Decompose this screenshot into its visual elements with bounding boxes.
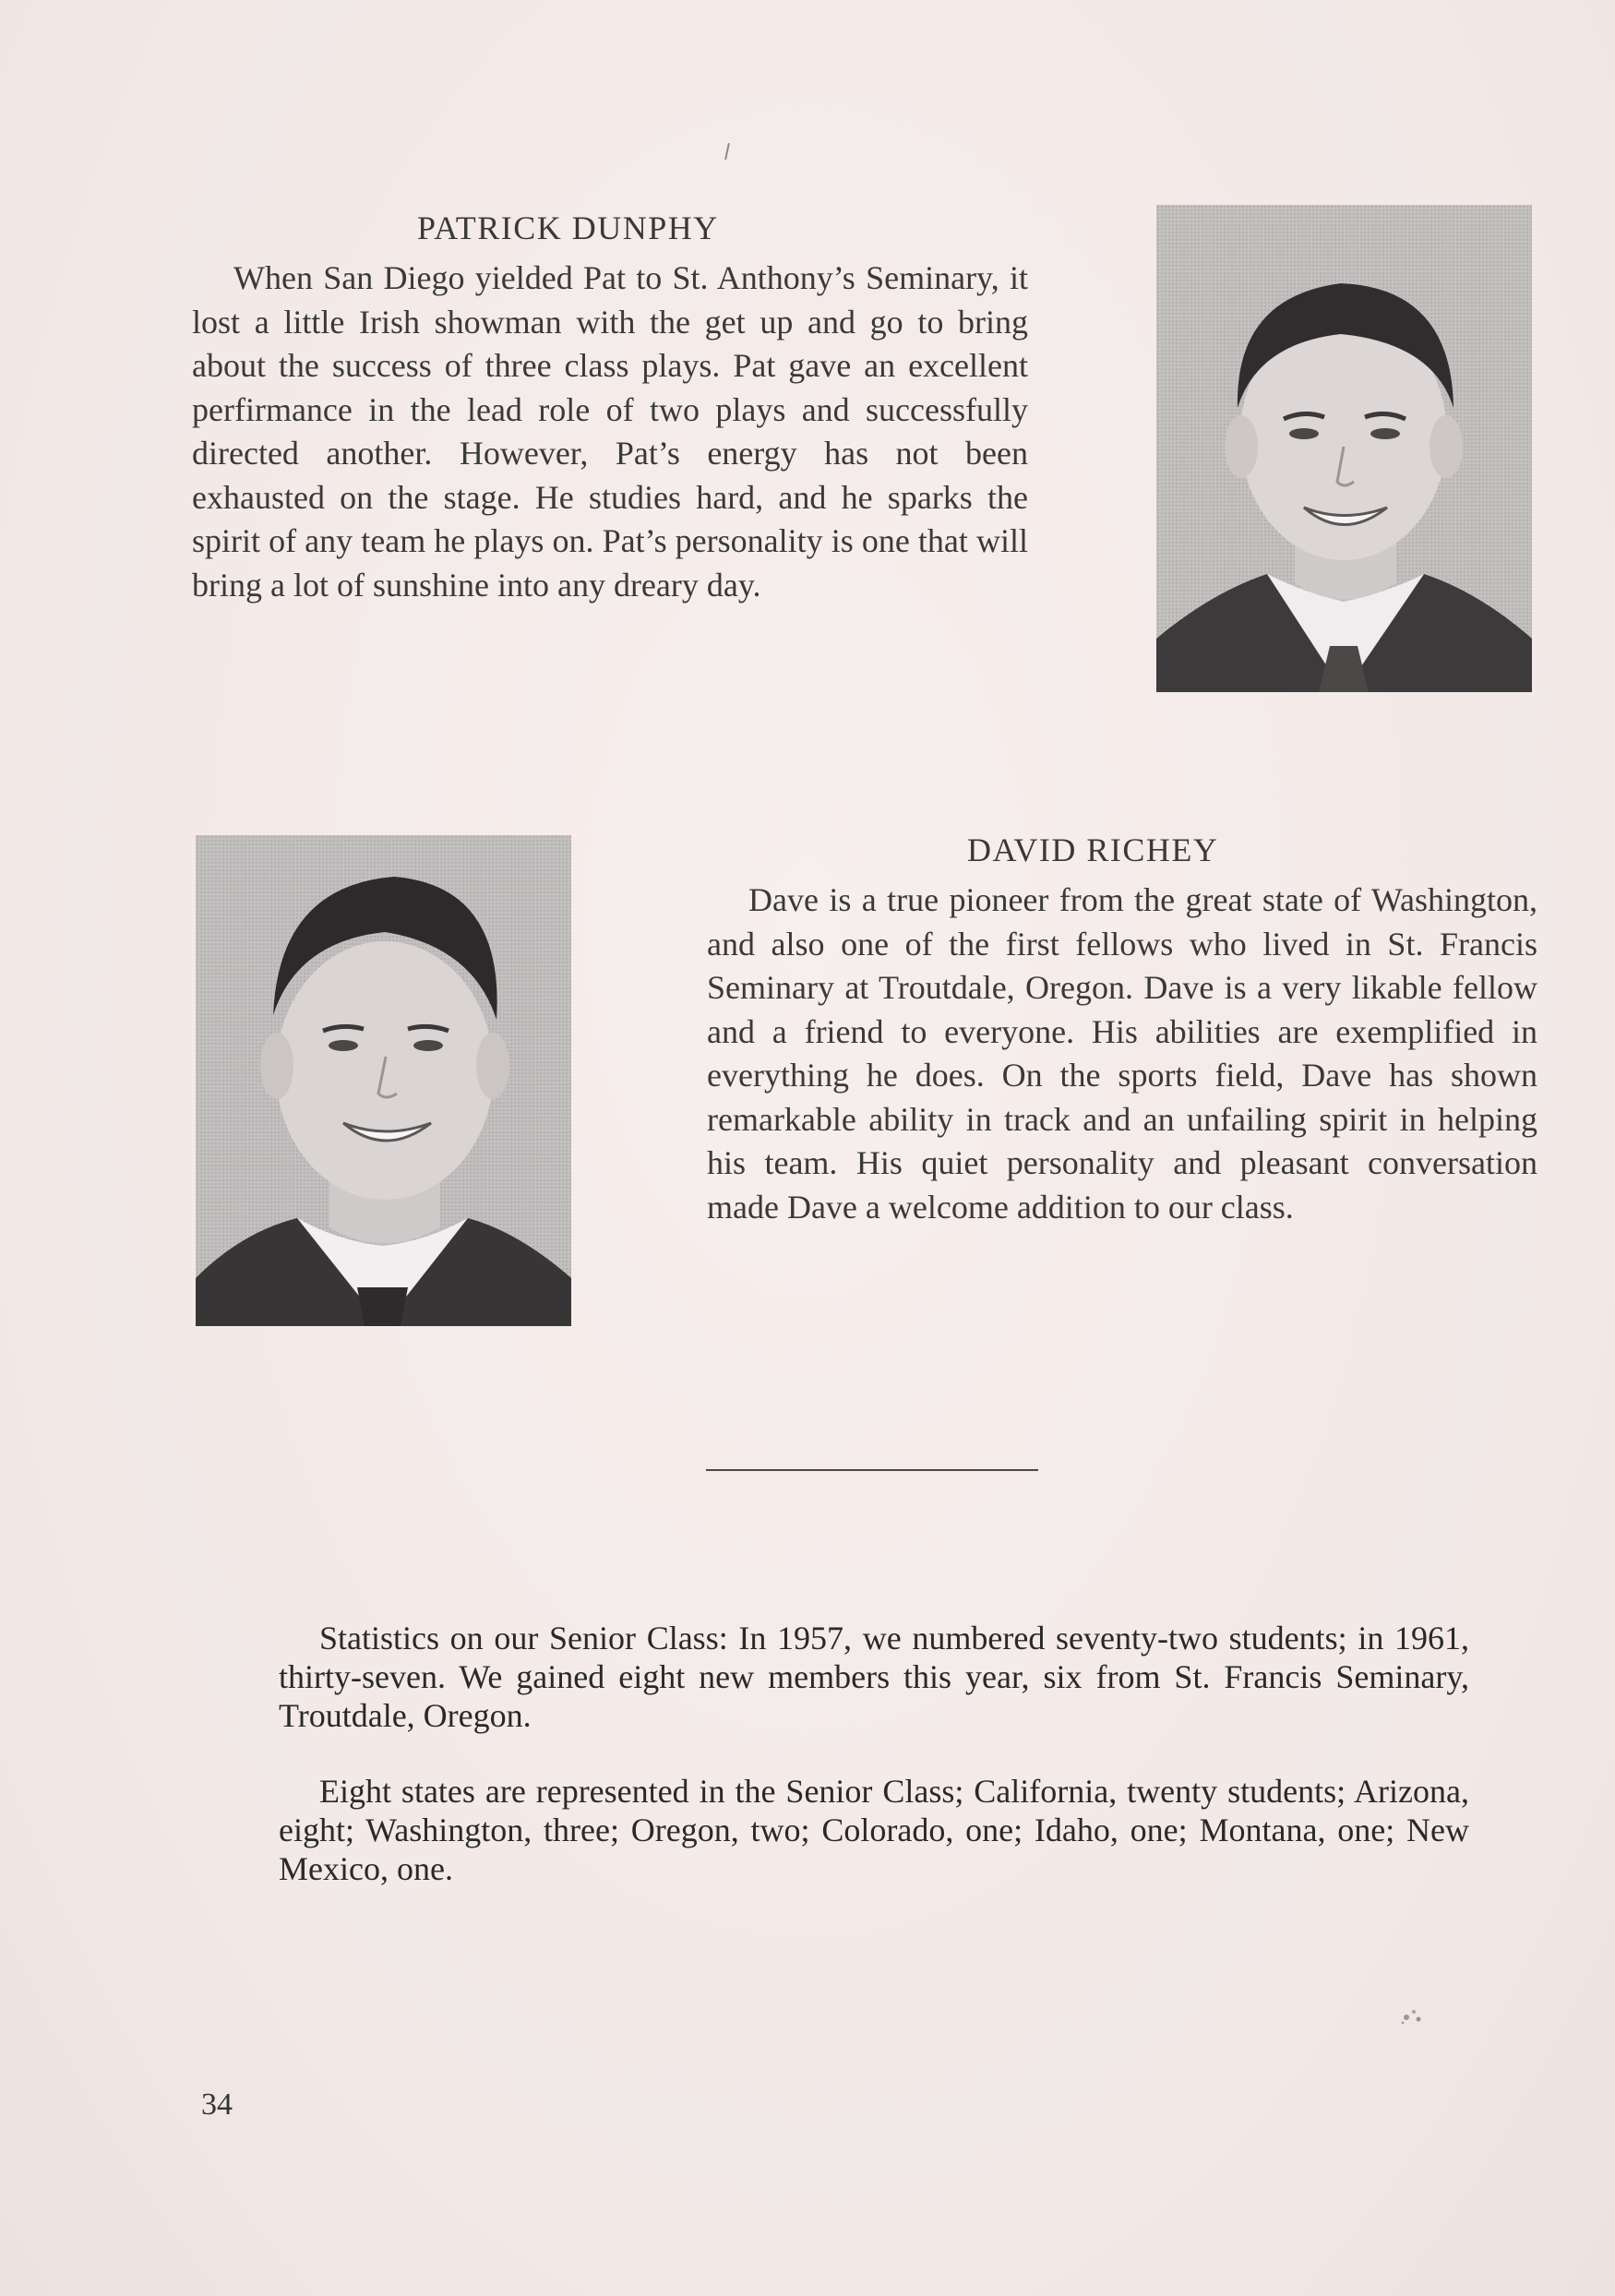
statistics-paragraph-states: Eight states are represented in the Senior Class; California, twenty students; Arizona, eight; Washington, three; Oregon, two; Colorado, one; Idaho, one; Montana, one; New Mexico, one. (279, 1773, 1469, 1887)
portrait-photo-icon (1156, 205, 1532, 692)
portrait-photo-patrick-dunphy (1156, 205, 1532, 692)
bio-heading-david-richey: DAVID RICHEY (967, 831, 1219, 868)
ink-speck-icon (1394, 2001, 1430, 2028)
page-number: 34 (201, 2087, 233, 2122)
bio-text-david-richey: Dave is a true pioneer from the great state of Washington, and also one of the first fellows who lived in St. Francis Seminary at Troutdale, Oregon. Dave is a very likable fellow and a friend to everyone. His abilities are exemplified in everything he does. On the sports field, Dave has shown remarkable ability in track and an unfailing spirit in helping his team. His quiet personality and pleasant conversation made Dave a welcome addition to our class. (707, 881, 1537, 1226)
portrait-photo-icon (196, 835, 571, 1326)
portrait-photo-david-richey (196, 835, 571, 1326)
bio-text-patrick-dunphy: When San Diego yielded Pat to St. Anthony’s Seminary, it lost a little Irish showman with the get up and go to bring about the success of three class plays. Pat gave an excellent perfirmance in the lead role of two plays and successfully directed another. However, Pat’s energy has not been exhausted on the stage. He studies hard, and he sparks the spirit of any team he plays on. Pat’s personality is one that will bring a lot of sunshine into any dreary day. (192, 259, 1028, 604)
bio-heading-patrick-dunphy: PATRICK DUNPHY (417, 209, 719, 246)
pencil-mark (724, 143, 730, 160)
statistics-paragraph-class-size: Statistics on our Senior Class: In 1957, we numbered seventy-two students; in 1961, thirty-seven. We gained eight new members this year, six from St. Francis Seminary, Troutdale, Oregon. (279, 1620, 1469, 1734)
section-divider (706, 1469, 1038, 1471)
